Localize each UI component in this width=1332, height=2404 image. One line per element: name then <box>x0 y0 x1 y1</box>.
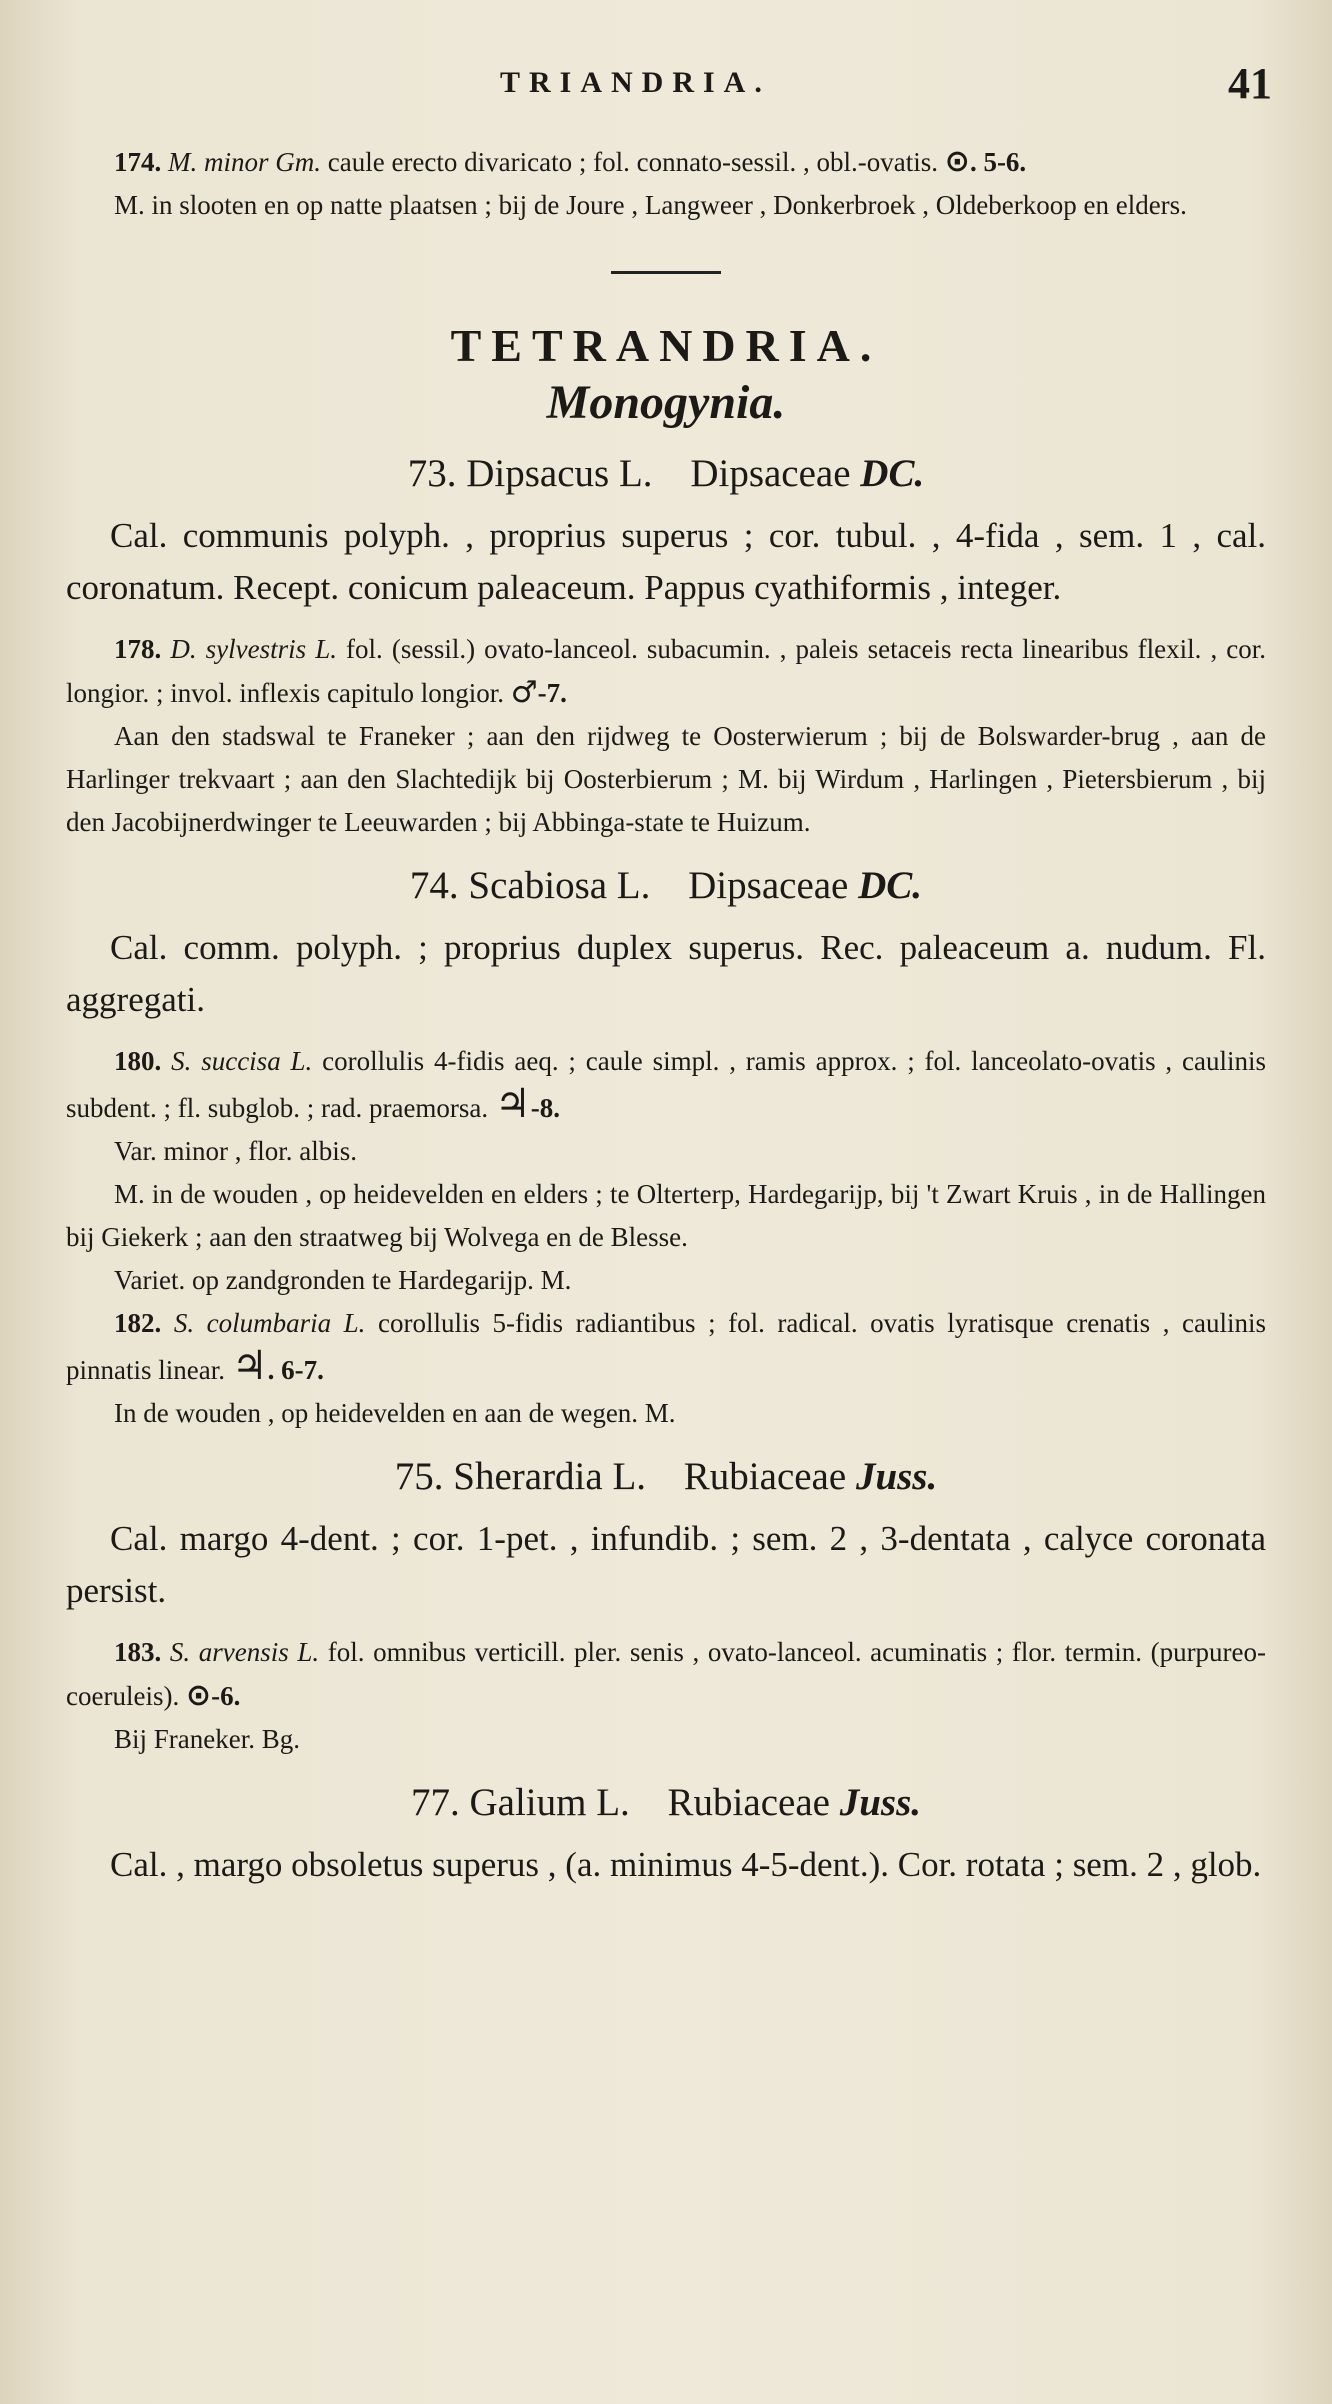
annual-symbol-icon: ⊙ <box>185 1678 212 1713</box>
family-author: DC. <box>858 864 923 907</box>
species-name: S. succisa L. <box>171 1046 313 1076</box>
species-entry-183 <box>66 1631 1266 1761</box>
flowering-months: . 5-6. <box>969 147 1027 177</box>
species-name: D. sylvestris L. <box>170 634 337 664</box>
genus-name: 77. Galium L. <box>410 1781 630 1824</box>
entry-number: 183. <box>114 1637 162 1667</box>
flowering-months: -8. <box>530 1093 561 1123</box>
biennial-symbol-icon: ♂ <box>510 675 538 710</box>
family-author: DC. <box>860 452 925 495</box>
locality-text: M. in slooten en op natte plaatsen ; bij de Joure , Langweer , Donkerbroek , Oldeberkoop en elders. <box>114 190 1187 220</box>
section-divider <box>611 271 721 274</box>
species-description: caule erecto divaricato ; fol. connato-sessil. , obl.-ovatis. <box>327 147 939 177</box>
flowering-months: . 6-7. <box>267 1355 324 1385</box>
species-entry-180 <box>66 1040 1266 1302</box>
perennial-symbol-icon: ♃ <box>494 1081 531 1127</box>
variety-text: Var. minor , flor. albis. <box>114 1136 357 1166</box>
genus-heading-73 <box>66 446 1266 502</box>
family-name: Rubiaceae <box>683 1455 847 1498</box>
species-name: S. arvensis L. <box>169 1637 320 1667</box>
genus-name: 73. Dipsacus L. <box>407 452 653 495</box>
genus-name: 75. Sherardia L. <box>394 1455 647 1498</box>
flowering-months: -6. <box>211 1681 241 1711</box>
locality-text: In de wouden , op heidevelden en aan de wegen. M. <box>114 1398 676 1428</box>
family-name: Rubiaceae <box>667 1781 830 1824</box>
genus-heading-74 <box>66 858 1266 914</box>
entry-number: 182. <box>114 1308 162 1338</box>
order-heading: Monogynia. <box>546 376 786 429</box>
genus-name: 74. Scabiosa L. <box>409 864 651 907</box>
family-author: Juss. <box>839 1781 921 1824</box>
variety-locality-text: Variet. op zandgronden te Hardegarijp. M. <box>114 1265 572 1295</box>
running-head <box>0 59 1332 112</box>
family-name: Dipsaceae <box>688 864 849 907</box>
locality-text: Bij Franeker. Bg. <box>114 1724 300 1754</box>
species-entry-178 <box>66 628 1266 844</box>
species-description: fol. (sessil.) ovato-lanceol. subacumin. , paleis setaceis recta linearibus flexil. , cor. longior. ; invol. inflexis capitulo longior. <box>66 634 1267 708</box>
species-name: M. minor Gm. <box>168 147 321 177</box>
annual-symbol-icon: ⊙ <box>944 144 970 179</box>
genus-description-74: Cal. comm. polyph. ; proprius duplex superus. Rec. paleaceum a. nudum. Fl. aggregati. <box>66 928 1266 1019</box>
family-author: Juss. <box>855 1455 938 1498</box>
genus-description-77: Cal. , margo obsoletus superus , (a. minimus 4-5-dent.). Cor. rotata ; sem. 2 , glob. <box>110 1845 1262 1884</box>
locality-text: Aan den stadswal te Franeker ; aan den rijdweg te Oosterwierum ; bij de Bolswarder-brug , aan de Harlinger trekvaart ; aan den Slachtedijk bij Oosterbierum ; M. bij Wirdum , Harlingen , Pietersbierum , bij den Jacobijnerdwinger te Leeuwarden ; bij Abbinga-state te Huizum. <box>66 721 1266 837</box>
species-description: corollulis 5-fidis radiantibus ; fol. radical. ovatis lyratisque crenatis , caulinis pinnatis linear. <box>66 1308 1267 1385</box>
page-content <box>66 140 1266 1891</box>
species-entry-182 <box>66 1302 1266 1435</box>
species-entry-174 <box>66 140 1266 227</box>
page-number: 41 <box>1228 59 1272 108</box>
class-heading: TETRANDRIA. <box>450 320 882 371</box>
species-name: S. columbaria L. <box>173 1308 366 1338</box>
genus-description-73: Cal. communis polyph. , proprius superus ; cor. tubul. , 4-fida , sem. 1 , cal. coronatum. Recept. conicum paleaceum. Pappus cyathiformis , integer. <box>66 516 1266 607</box>
locality-text: M. in de wouden , op heidevelden en elders ; te Olterterp, Hardegarijp, bij 't Zwart Kruis , in de Hallingen bij Giekerk ; aan den straatweg bij Wolvega en de Blesse. <box>66 1179 1266 1252</box>
genus-description-75: Cal. margo 4-dent. ; cor. 1-pet. , infundib. ; sem. 2 , 3-dentata , calyce coronata persist. <box>66 1519 1266 1610</box>
genus-heading-77 <box>66 1775 1266 1831</box>
species-description: corollulis 4-fidis aeq. ; caule simpl. , ramis approx. ; fol. lanceolato-ovatis , caulinis subdent. ; fl. subglob. ; rad. praemorsa. <box>66 1046 1267 1123</box>
entry-number: 174. <box>114 147 162 177</box>
entry-number: 178. <box>114 634 162 664</box>
perennial-symbol-icon: ♃ <box>231 1343 268 1389</box>
genus-heading-75 <box>66 1449 1266 1505</box>
species-description: fol. omnibus verticill. pler. senis , ovato-lanceol. acuminatis ; flor. termin. (purpureo-coeruleis). <box>66 1637 1267 1711</box>
running-title: TRIANDRIA. <box>500 66 771 99</box>
entry-number: 180. <box>114 1046 162 1076</box>
family-name: Dipsaceae <box>690 452 851 495</box>
flowering-months: -7. <box>537 678 567 708</box>
